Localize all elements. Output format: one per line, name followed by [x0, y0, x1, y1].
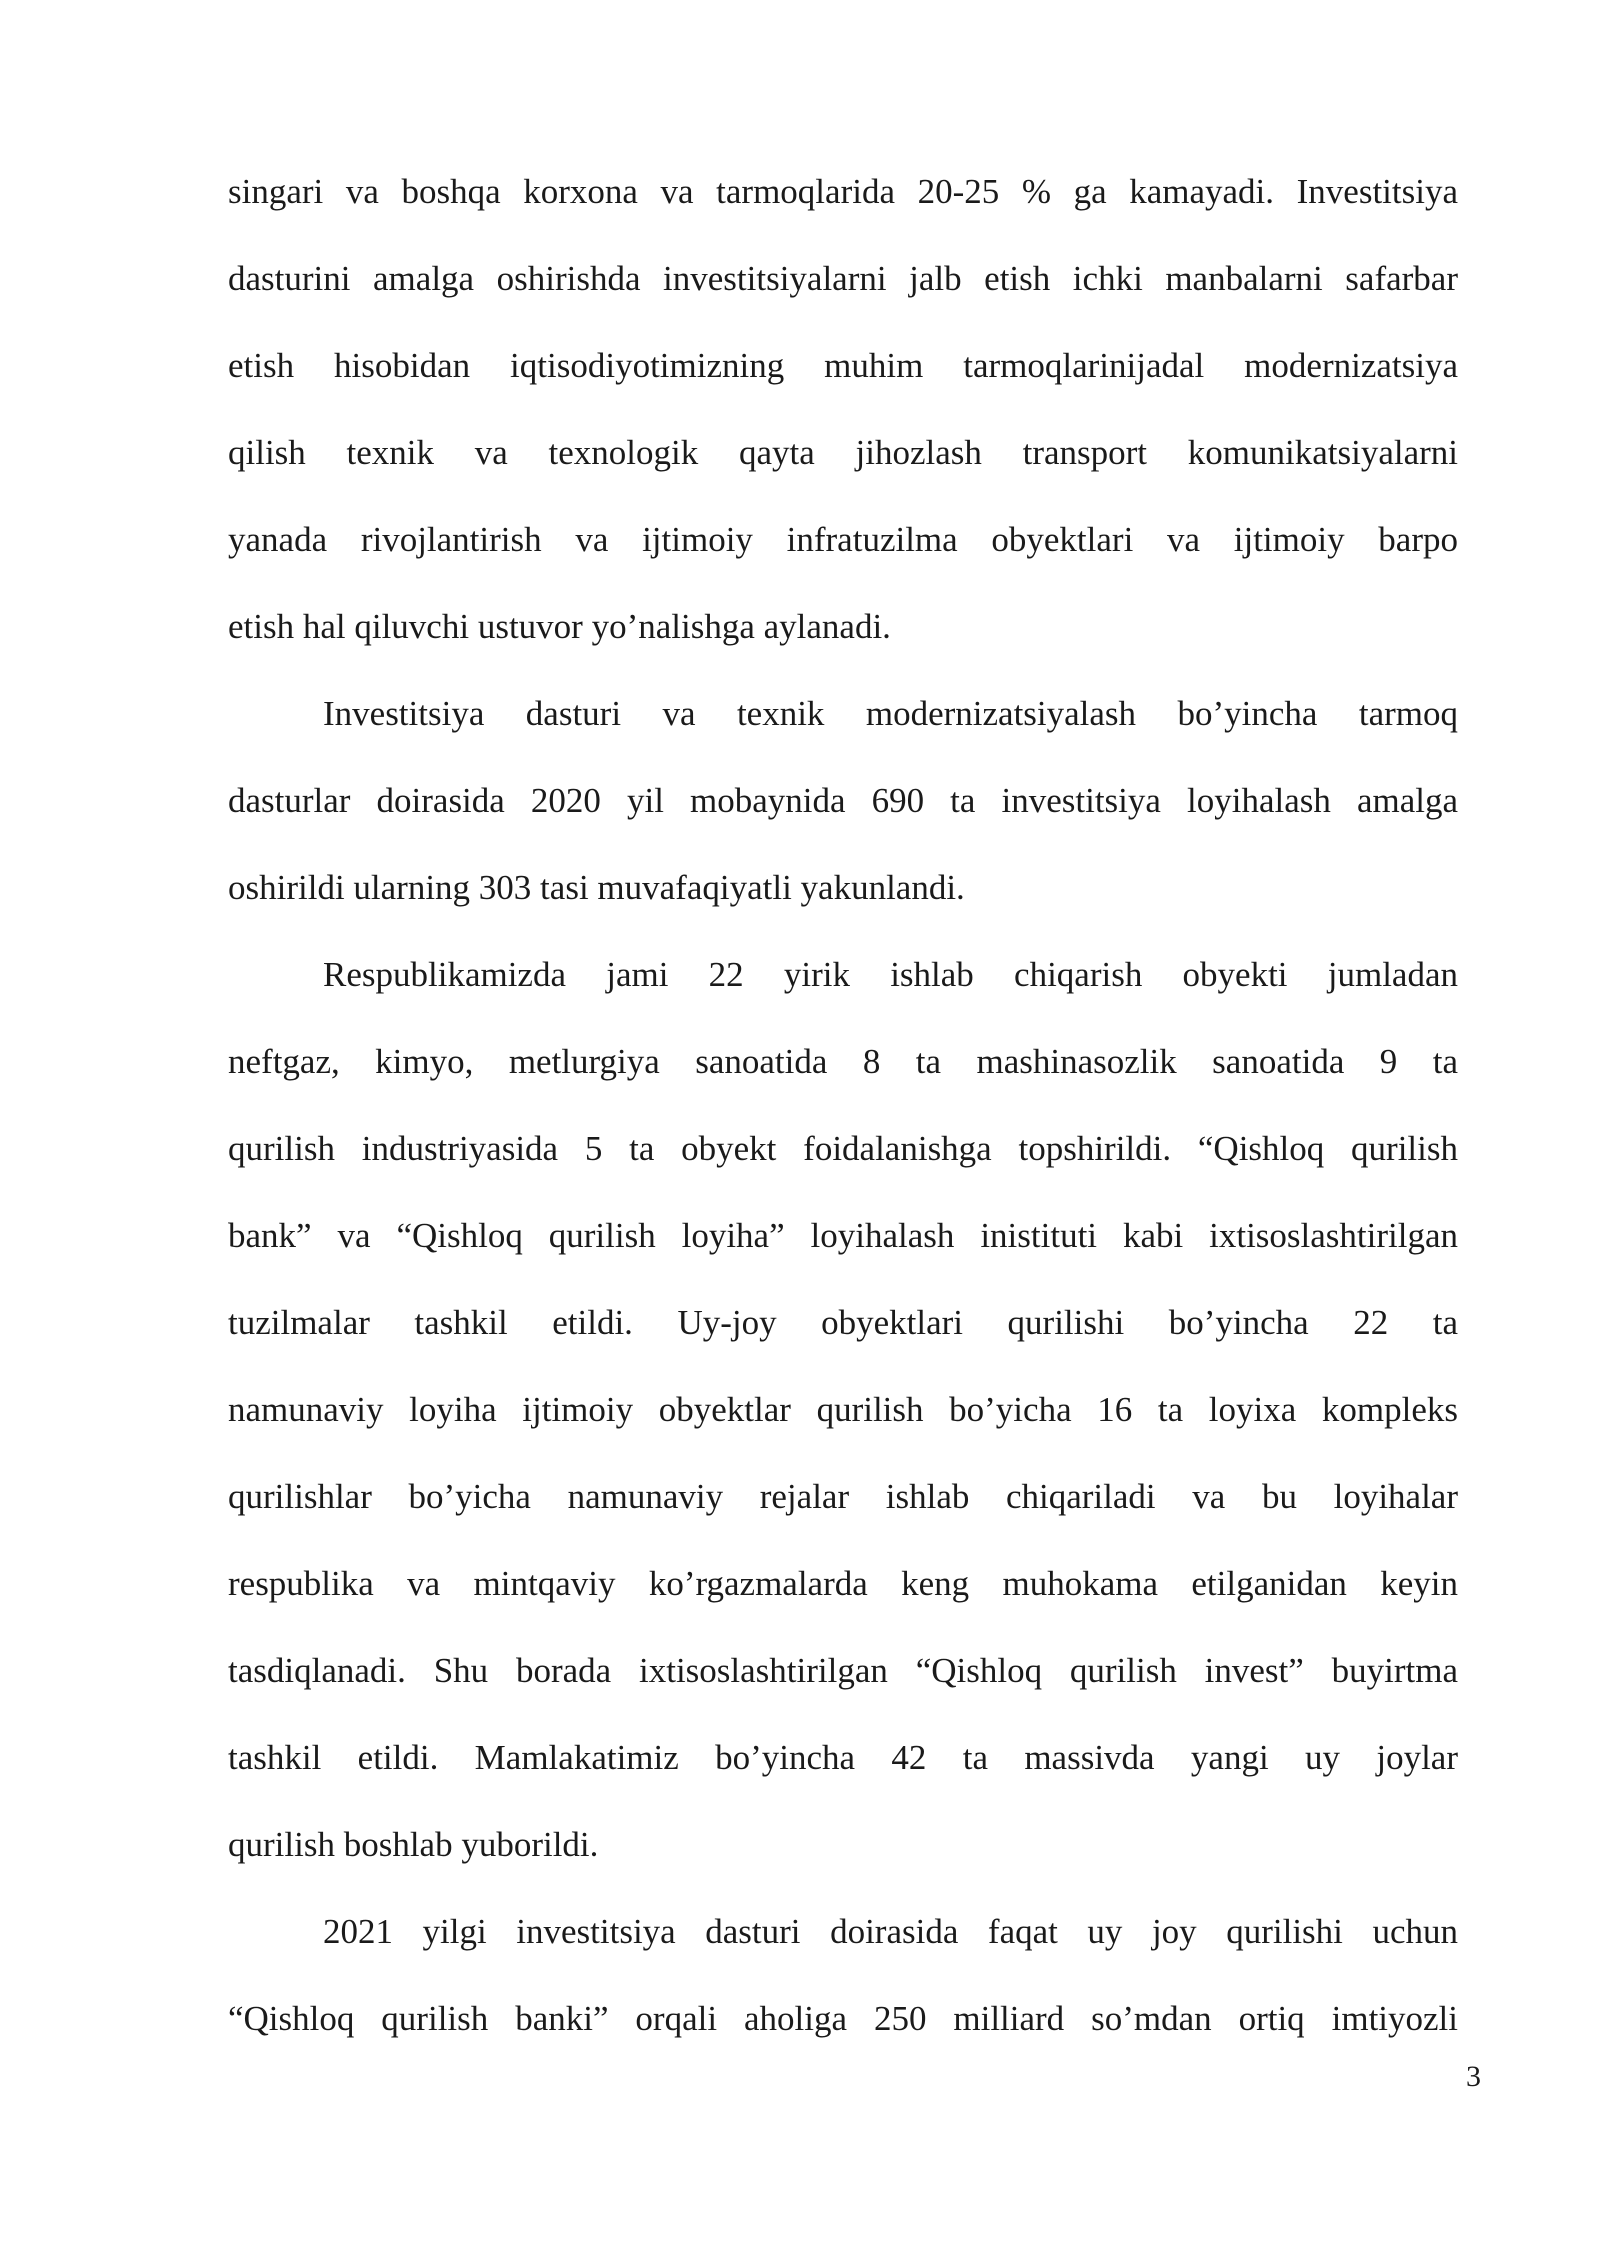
text-line: tasdiqlanadi. Shu borada ixtisoslashtirilgan “Qishloq qurilish invest” buyirtma [228, 1651, 1458, 1690]
text-line: respublika va mintqaviy ko’rgazmalarda keng muhokama etilganidan keyin [228, 1564, 1458, 1603]
paragraph-2 [228, 670, 1458, 931]
text-line: “Qishloq qurilish banki” orqali aholiga 250 milliard so’mdan ortiq imtiyozli [228, 1999, 1458, 2038]
text-line: 2021 yilgi investitsiya dasturi doirasida faqat uy joy qurilishi uchun [323, 1912, 1458, 1951]
text-line: singari va boshqa korxona va tarmoqlarida 20-25 % ga kamayadi. Investitsiya [228, 172, 1458, 211]
text-line: oshirildi ularning 303 tasi muvafaqiyatli yakunlandi. [228, 868, 965, 907]
text-line: Respublikamizda jami 22 yirik ishlab chiqarish obyekti jumladan [323, 955, 1458, 994]
text-line: Investitsiya dasturi va texnik modernizatsiyalash bo’yincha tarmoq [323, 694, 1458, 733]
text-line: qurilish industriyasida 5 ta obyekt foidalanishga topshirildi. “Qishloq qurilish [228, 1129, 1458, 1168]
text-line: etish hal qiluvchi ustuvor yo’nalishga aylanadi. [228, 607, 891, 646]
text-line: dasturini amalga oshirishda investitsiyalarni jalb etish ichki manbalarni safarbar [228, 259, 1458, 298]
text-line: etish hisobidan iqtisodiyotimizning muhim tarmoqlarinijadal modernizatsiya [228, 346, 1458, 385]
page-number: 3 [1466, 2060, 1481, 2093]
text-line: qilish texnik va texnologik qayta jihozlash transport komunikatsiyalarni [228, 433, 1458, 472]
text-line: neftgaz, kimyo, metlurgiya sanoatida 8 ta mashinasozlik sanoatida 9 ta [228, 1042, 1458, 1081]
document-body [228, 148, 1458, 2062]
text-line: tuzilmalar tashkil etildi. Uy-joy obyektlari qurilishi bo’yincha 22 ta [228, 1303, 1458, 1342]
text-line: yanada rivojlantirish va ijtimoiy infratuzilma obyektlari va ijtimoiy barpo [228, 520, 1458, 559]
paragraph-3 [228, 931, 1458, 1888]
paragraph-1 [228, 148, 1458, 670]
text-line: bank” va “Qishloq qurilish loyiha” loyihalash inistituti kabi ixtisoslashtirilgan [228, 1216, 1458, 1255]
text-line: qurilishlar bo’yicha namunaviy rejalar ishlab chiqariladi va bu loyihalar [228, 1477, 1458, 1516]
text-line: tashkil etildi. Mamlakatimiz bo’yincha 42 ta massivda yangi uy joylar [228, 1738, 1458, 1777]
paragraph-4 [228, 1888, 1458, 2062]
text-line: namunaviy loyiha ijtimoiy obyektlar qurilish bo’yicha 16 ta loyixa kompleks [228, 1390, 1458, 1429]
text-line: qurilish boshlab yuborildi. [228, 1825, 599, 1864]
text-line: dasturlar doirasida 2020 yil mobaynida 690 ta investitsiya loyihalash amalga [228, 781, 1458, 820]
